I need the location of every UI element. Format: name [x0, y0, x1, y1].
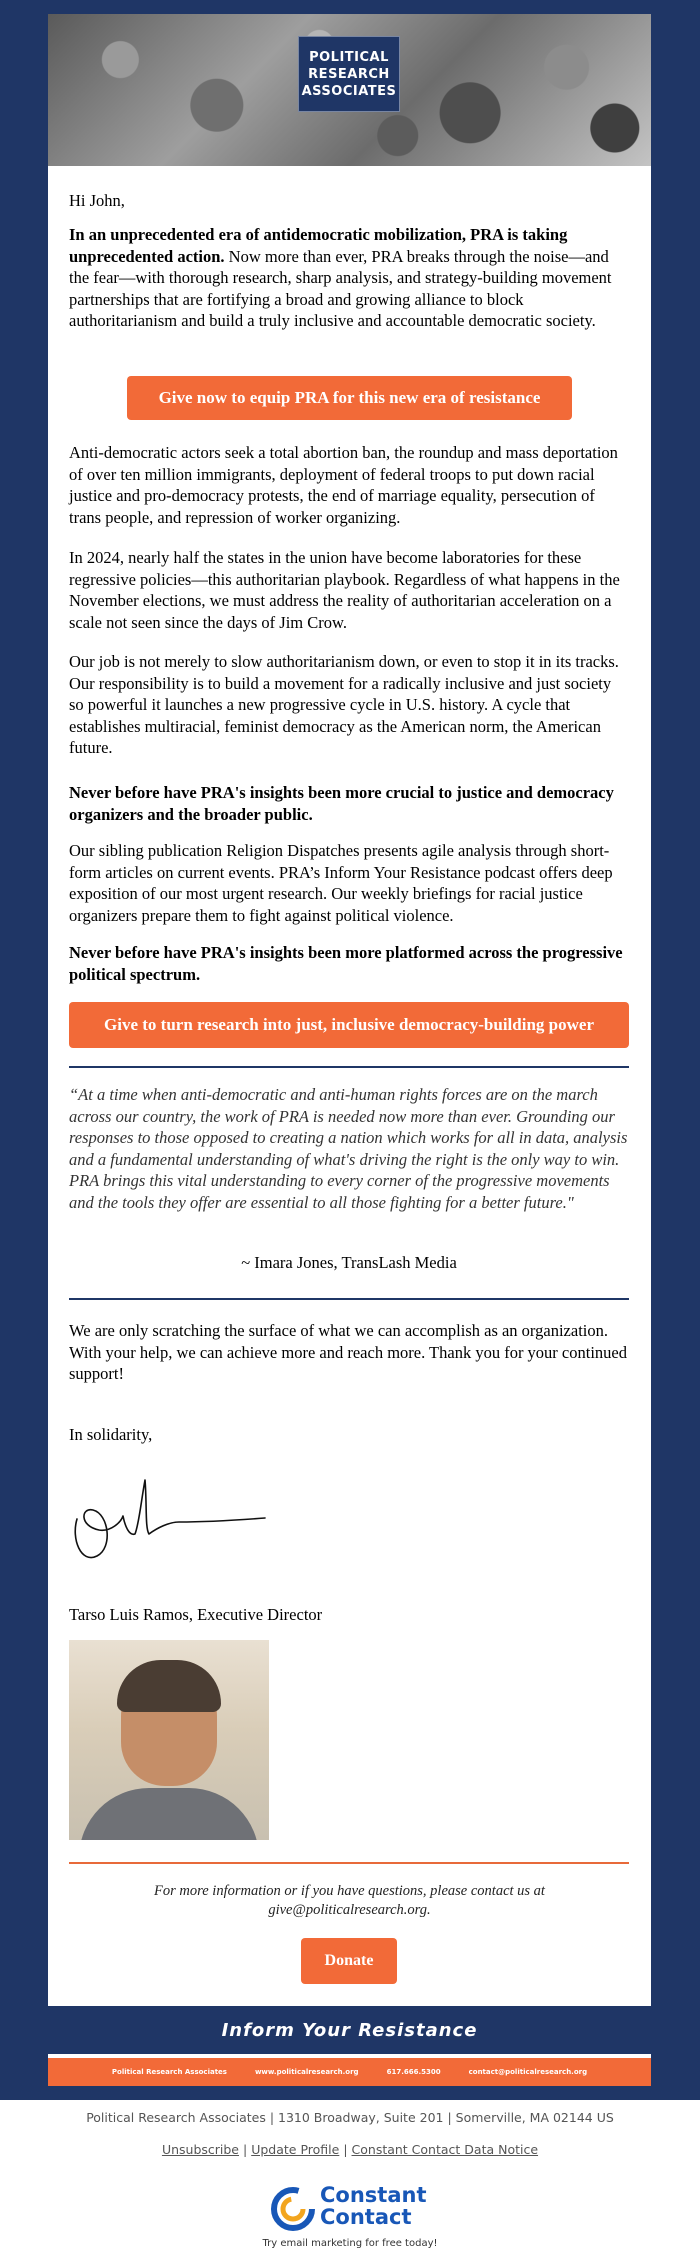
- logo-line-2: RESEARCH: [308, 66, 390, 82]
- signer-name: Tarso Luis Ramos, Executive Director: [69, 1605, 323, 1624]
- executive-director-photo: [69, 1640, 269, 1840]
- header-photo: [48, 14, 651, 166]
- intro-paragraph: [69, 224, 629, 332]
- signature-image: [69, 1464, 269, 1574]
- cc-tagline[interactable]: Try email marketing for free today!: [262, 2238, 438, 2249]
- update-profile-link[interactable]: Update Profile: [251, 2142, 340, 2157]
- intro-rest: Now more than ever, PRA breaks through the noise—and the fear—with thorough research, sharp analysis, and strategy-building movement partnerships that are fortifying a broad and growing alliance to block authoritarianism and build a truly inclusive and accountable democratic society.: [69, 246, 612, 330]
- strip-org-name: Political Research Associates: [111, 2068, 227, 2076]
- photo-hair: [117, 1660, 221, 1712]
- cta-research-button[interactable]: Give to turn research into just, inclusive democracy-building power: [69, 1002, 629, 1048]
- logo-line-3: ASSOCIATES: [301, 83, 397, 99]
- postal-address: Political Research Associates | 1310 Broadway, Suite 201 | Somerville, MA 02144 US: [86, 2110, 614, 2125]
- cta-equip-button[interactable]: Give now to equip PRA for this new era of resistance: [127, 376, 572, 420]
- paragraph-2024: In 2024, nearly half the states in the union have become laboratories for these regressive policies—this authoritarian playbook. Regardless of what happens in the November elections, we must address the reality of authoritarian acceleration on a scale not seen since the days of Jim Crow.: [69, 548, 620, 632]
- intro-bold: In an unprecedented era of antidemocratic mobilization, PRA is taking unprecedented action.: [69, 225, 568, 266]
- paragraph-our-job: Our job is not merely to slow authoritarianism down, or even to stop it in its tracks. Our responsibility is to build a movement for a radically inclusive and just society so powerful it launches a new progressive cycle in U.S. history. A cycle that establishes multiracial, feminist democracy as the American norm, the American future.: [69, 652, 619, 757]
- strip-phone: 617.666.5300: [386, 2068, 441, 2076]
- link-separator-1: |: [243, 2142, 248, 2157]
- cc-brand-line-1: Constant: [320, 2183, 427, 2207]
- closing-paragraph: We are only scratching the surface of what we can accomplish as an organization. With your help, we can achieve more and reach more. Thank you for your continued support!: [69, 1321, 627, 1383]
- strip-website-link[interactable]: www.politicalresearch.org: [254, 2068, 359, 2076]
- heading-platformed: Never before have PRA's insights been more platformed across the progressive political spectrum.: [69, 943, 623, 984]
- constant-contact-logo[interactable]: [270, 2182, 440, 2234]
- strip-email-link[interactable]: contact@politicalresearch.org: [468, 2068, 588, 2076]
- donate-button[interactable]: Donate: [301, 1938, 397, 1984]
- signoff: In solidarity,: [69, 1425, 153, 1444]
- data-notice-link[interactable]: Constant Contact Data Notice: [351, 2142, 539, 2157]
- contact-divider: [69, 1862, 629, 1864]
- unsubscribe-link[interactable]: Unsubscribe: [161, 2142, 240, 2157]
- paragraph-actors: Anti-democratic actors seek a total abortion ban, the roundup and mass deportation of over ten million immigrants, deployment of federal troops to put down racial justice and pro-democracy protests, the end of marriage equality, persecution of trans people, and repression of worker organizing.: [69, 443, 618, 527]
- pra-logo[interactable]: [298, 36, 400, 112]
- greeting: Hi John,: [69, 191, 125, 210]
- logo-line-1: POLITICAL: [309, 49, 389, 65]
- contact-note: For more information or if you have questions, please contact us at give@politicalresearch.org.: [154, 1883, 545, 1918]
- testimonial-quote: “At a time when anti-democratic and anti-human rights forces are on the march across our country, the work of PRA is needed now more than ever. Grounding our responses to those opposed to creating a nation which works for all in data, analysis and a fundamental understanding of what's driving the right is the only way to win. PRA brings this vital understanding to every corner of the progressive movements and the tools they offer are essential to all those fighting for a better future.": [69, 1085, 628, 1212]
- quote-top-divider: [69, 1066, 629, 1068]
- paragraph-sibling: Our sibling publication Religion Dispatches presents agile analysis through short-form articles on current events. PRA’s Inform Your Resistance podcast offers deep exposition of our most urgent research. Our weekly briefings for racial justice organizers prepare them to fight against political violence.: [69, 841, 613, 925]
- legal-footer: [0, 2100, 700, 2260]
- cc-brand-line-2: Contact: [320, 2205, 412, 2229]
- contact-strip: [48, 2058, 651, 2086]
- constant-contact-swirl-icon: [270, 2186, 316, 2232]
- quote-bottom-divider: [69, 1298, 629, 1300]
- heading-crucial: Never before have PRA's insights been more crucial to justice and democracy organizers and the broader public.: [69, 783, 614, 824]
- link-separator-2: |: [343, 2142, 348, 2157]
- email-card: [48, 14, 651, 2086]
- legal-links: [0, 2142, 700, 2157]
- quote-attribution: ~ Imara Jones, TransLash Media: [241, 1253, 457, 1272]
- photo-shirt: [79, 1788, 259, 1840]
- inform-your-resistance-banner[interactable]: Inform Your Resistance: [48, 2006, 651, 2054]
